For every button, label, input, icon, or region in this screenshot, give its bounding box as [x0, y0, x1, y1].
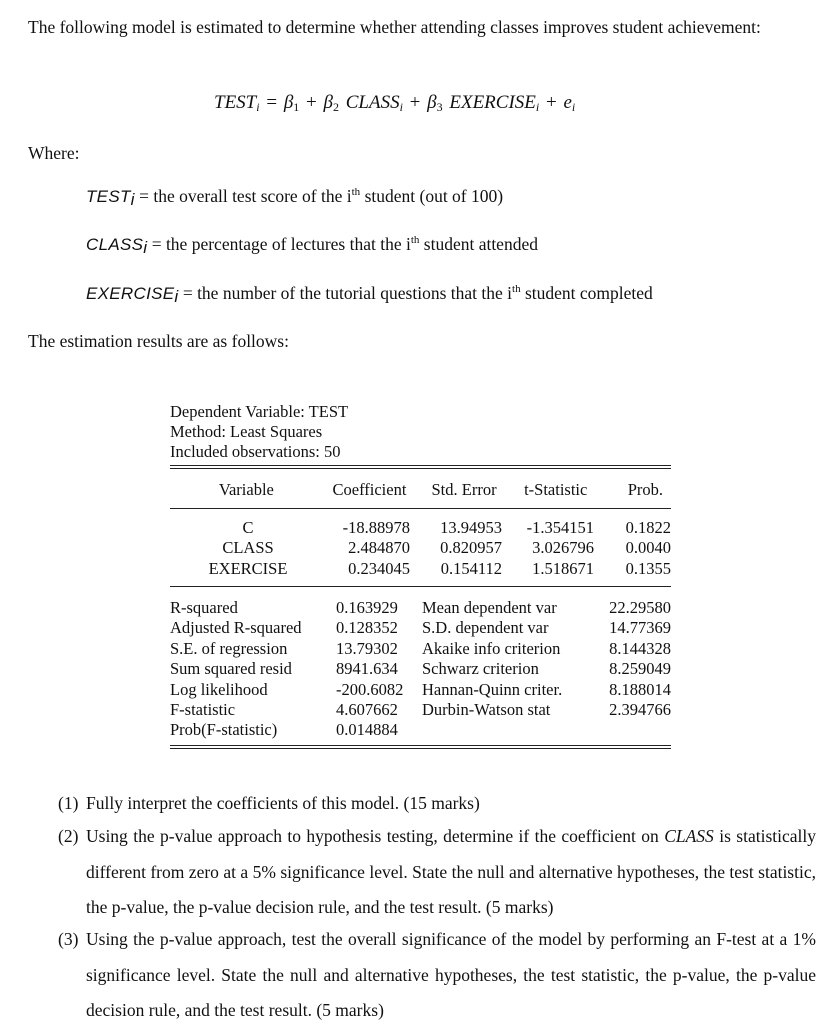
column-header-row [170, 480, 671, 500]
stat-value: 14.77369 [609, 618, 671, 638]
table-row [170, 639, 671, 659]
stat-value: 8.188014 [609, 679, 671, 699]
summary-stats-table [170, 598, 671, 741]
table-top-rule [170, 465, 671, 469]
stat-label: Akaike info criterion [422, 638, 561, 658]
prob-cell: 0.1355 [625, 558, 671, 578]
question-2 [58, 819, 816, 926]
stat-label: Prob(F-statistic) [170, 720, 278, 740]
regression-equation: $TEST_i = \beta_1 + \beta_2$ $CLASS_i + \beta_3$ $EXERCISE_i + e_i$ [214, 92, 576, 114]
t-stat-cell: 3.026796 [532, 538, 594, 558]
table-row [170, 518, 671, 538]
question-3 [58, 922, 816, 1029]
std-error-cell: 13.94953 [440, 518, 502, 537]
stat-value: 4.607662 [336, 700, 398, 720]
stat-value: 2.394766 [609, 700, 671, 720]
stat-label: S.D. dependent var [422, 618, 549, 638]
method-line: Method: Least Squares [170, 422, 323, 441]
stat-label: Mean dependent var [422, 598, 557, 617]
std-error-cell: 0.820957 [440, 538, 502, 558]
column-header: Variable [218, 480, 274, 499]
stat-label: Schwarz criterion [422, 659, 539, 679]
question-1 [58, 786, 816, 822]
table-row [170, 538, 671, 558]
coefficient-cell: -18.88978 [342, 518, 410, 537]
intro-paragraph: The following model is estimated to determine whether attending classes improves student achievement: [28, 17, 761, 37]
results-intro: The estimation results are as follows: [28, 331, 289, 351]
question-text: Using the p-value approach to hypothesis testing, determine if the coefficient on CLASS is statistically different from zero at a 5% significance level. State the null and alternative hypotheses, the test statistic, the p-value, the p-value decision rule, and the test result. (5 marks) [86, 826, 816, 917]
column-header: t-Statistic [524, 480, 588, 499]
variable-cell: C [242, 518, 254, 537]
stat-value: 0.128352 [336, 618, 398, 638]
stat-label: Sum squared resid [170, 659, 292, 679]
stat-label: R-squared [170, 598, 238, 617]
stat-value: 8.259049 [609, 659, 671, 679]
coefficient-cell: 2.484870 [348, 538, 410, 558]
stat-value: 22.29580 [609, 598, 671, 617]
column-header: Prob. [627, 480, 663, 499]
stat-label: S.E. of regression [170, 638, 288, 658]
dependent-variable-line: Dependent Variable: TEST [170, 402, 349, 421]
question-number: (3) [58, 929, 79, 949]
stat-label: Durbin-Watson stat [422, 700, 551, 720]
column-header: Coefficient [332, 480, 407, 499]
question-text: Using the p-value approach, test the overall significance of the model by performing an F-test at a 1% significance level. State the null and alternative hypotheses, the test statistic, the p-value, the p-value decision rule, and the test result. (5 marks) [86, 929, 816, 1020]
prob-cell: 0.0040 [625, 538, 671, 558]
t-stat-cell: -1.354151 [526, 518, 594, 537]
observations-line: Included observations: 50 [170, 442, 341, 461]
t-stat-cell: 1.518671 [532, 558, 594, 578]
header-rule [170, 508, 671, 509]
table-row [170, 720, 671, 740]
question-text: Fully interpret the coefficients of this model. (15 marks) [86, 793, 480, 813]
table-row [170, 598, 671, 618]
definition-exercise: $EXERCISE_i$ = the number of the tutorial questions that the $i^{th}$ student completed [86, 283, 653, 306]
coefficient-bottom-rule [170, 586, 671, 587]
stat-label: F-statistic [170, 700, 236, 720]
variable-cell: CLASS [222, 538, 274, 558]
stat-label: Adjusted R-squared [170, 618, 302, 638]
table-row [170, 680, 671, 700]
std-error-cell: 0.154112 [440, 558, 502, 578]
prob-cell: 0.1822 [625, 518, 671, 537]
definition-class: $CLASS_i$ = the percentage of lectures that the $i^{th}$ student attended [86, 234, 538, 257]
table-row [170, 700, 671, 720]
table-row [170, 659, 671, 679]
stat-value: 13.79302 [336, 638, 398, 658]
coefficient-cell: 0.234045 [348, 558, 410, 578]
stat-value: 0.014884 [336, 720, 398, 740]
stat-label: Log likelihood [170, 679, 268, 699]
table-row [170, 559, 671, 579]
stat-value: 8.144328 [609, 638, 671, 658]
stat-value: -200.6082 [336, 679, 404, 699]
stat-value [598, 720, 671, 740]
stat-value: 8941.634 [336, 659, 398, 679]
column-header: Std. Error [431, 480, 497, 499]
question-number: (1) [58, 793, 79, 813]
stat-value: 0.163929 [336, 598, 398, 617]
table-bottom-rule [170, 745, 671, 749]
variable-cell: EXERCISE [208, 558, 288, 578]
stat-label: Hannan-Quinn criter. [422, 679, 563, 699]
stat-label [422, 720, 598, 740]
estimation-header [170, 402, 348, 462]
definition-test: $TEST_i$ = the overall test score of the $i^{th}$ student (out of 100) [86, 186, 504, 209]
coefficient-table [170, 518, 671, 579]
question-number: (2) [58, 826, 79, 846]
where-label: Where: [28, 143, 80, 163]
table-row [170, 618, 671, 638]
